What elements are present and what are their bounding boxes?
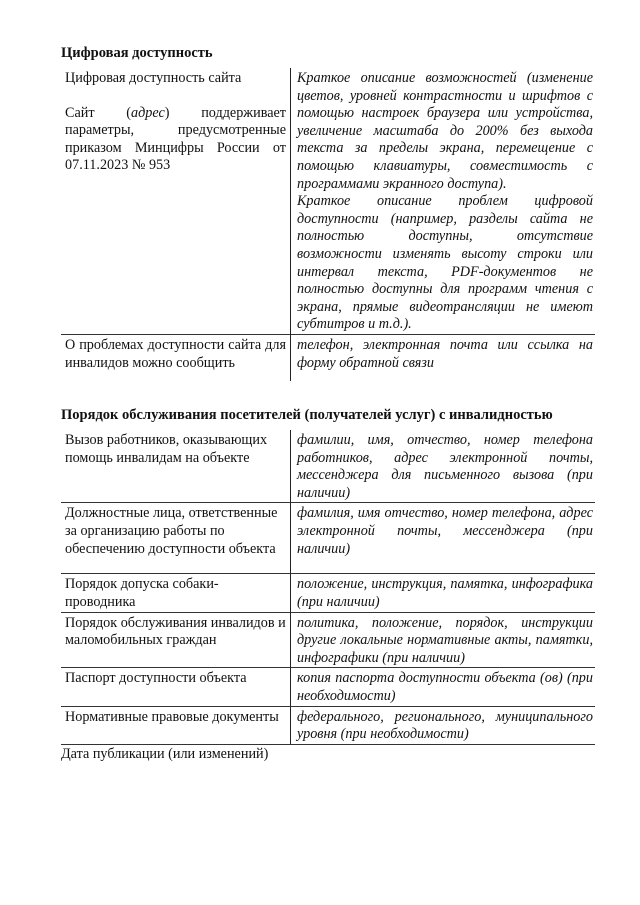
table-cell-label: Нормативные правовые документы xyxy=(61,706,291,744)
table-row xyxy=(61,503,595,574)
section-heading-visitor-service: Порядок обслуживания посетителей (получателей услуг) с инвалидностью xyxy=(61,407,553,423)
table-row xyxy=(61,668,595,706)
table-cell-value: телефон, электронная почта или ссылка на форму обратной связи xyxy=(291,334,596,381)
table-cell-label: О проблемах доступности сайта для инвалидов можно сообщить xyxy=(61,334,291,381)
table-cell-value: фамилия, имя отчество, номер телефона, адрес электронной почты, мессенджера (при наличии) xyxy=(291,503,596,574)
table-cell-value xyxy=(291,68,596,334)
table-row xyxy=(61,574,595,612)
table-cell-label: Порядок допуска собаки-проводника xyxy=(61,574,291,612)
site-support-text: Сайт (адрес) поддерживает параметры, предусмотренные приказом Минцифры России от 07.11.2023 № 953 xyxy=(65,104,286,174)
table-cell-value: фамилии, имя, отчество, номер телефона работников, адрес электронной почты, мессенджера для письменного вызова (при наличии) xyxy=(291,430,596,503)
table-cell-value: копия паспорта доступности объекта (ов) (при необходимости) xyxy=(291,668,596,706)
problems-description: Краткое описание проблем цифровой доступности (например, разделы сайта не полностью доступны, отсутствие возможности изменять высоту строки или интервал текста, PDF-документов не полностью доступны для программ чтения с экрана, прямые видеотрансляции не имеют субтитров и т.д.). xyxy=(297,193,593,333)
row-title: Цифровая доступность сайта xyxy=(65,70,242,86)
table-cell-label: Порядок обслуживания инвалидов и маломобильных граждан xyxy=(61,612,291,668)
table-cell-label: Паспорт доступности объекта xyxy=(61,668,291,706)
table-cell-value: федерального, регионального, муниципального уровня (при необходимости) xyxy=(291,706,596,744)
table-cell-value: положение, инструкция, памятка, инфографика (при наличии) xyxy=(291,574,596,612)
digital-accessibility-table xyxy=(61,68,595,381)
site-address-placeholder: адрес xyxy=(130,104,165,121)
table-row xyxy=(61,612,595,668)
table-cell-label xyxy=(61,68,291,334)
visitor-service-table xyxy=(61,430,595,745)
table-row xyxy=(61,68,595,334)
table-row xyxy=(61,334,595,381)
section-heading-digital-accessibility: Цифровая доступность xyxy=(61,45,213,61)
table-cell-label: Вызов работников, оказывающих помощь инвалидам на объекте xyxy=(61,430,291,503)
table-cell-value: политика, положение, порядок, инструкции другие локальные нормативные акты, памятки, инфографики (при наличии) xyxy=(291,612,596,668)
capabilities-description: Краткое описание возможностей (изменение цветов, уровней контрастности и шрифтов с помощью настроек браузера или устройства, увеличение масштаба до 200% без выхода текста за пределы экрана, перемещение с помощью клавиатуры, совместимость с программами экранного доступа). xyxy=(297,70,593,192)
table-cell-label: Должностные лица, ответственные за организацию работы по обеспечению доступности объекта xyxy=(61,503,291,574)
publication-date-label: Дата публикации (или изменений) xyxy=(61,746,269,762)
table-row xyxy=(61,706,595,744)
table-row xyxy=(61,430,595,503)
